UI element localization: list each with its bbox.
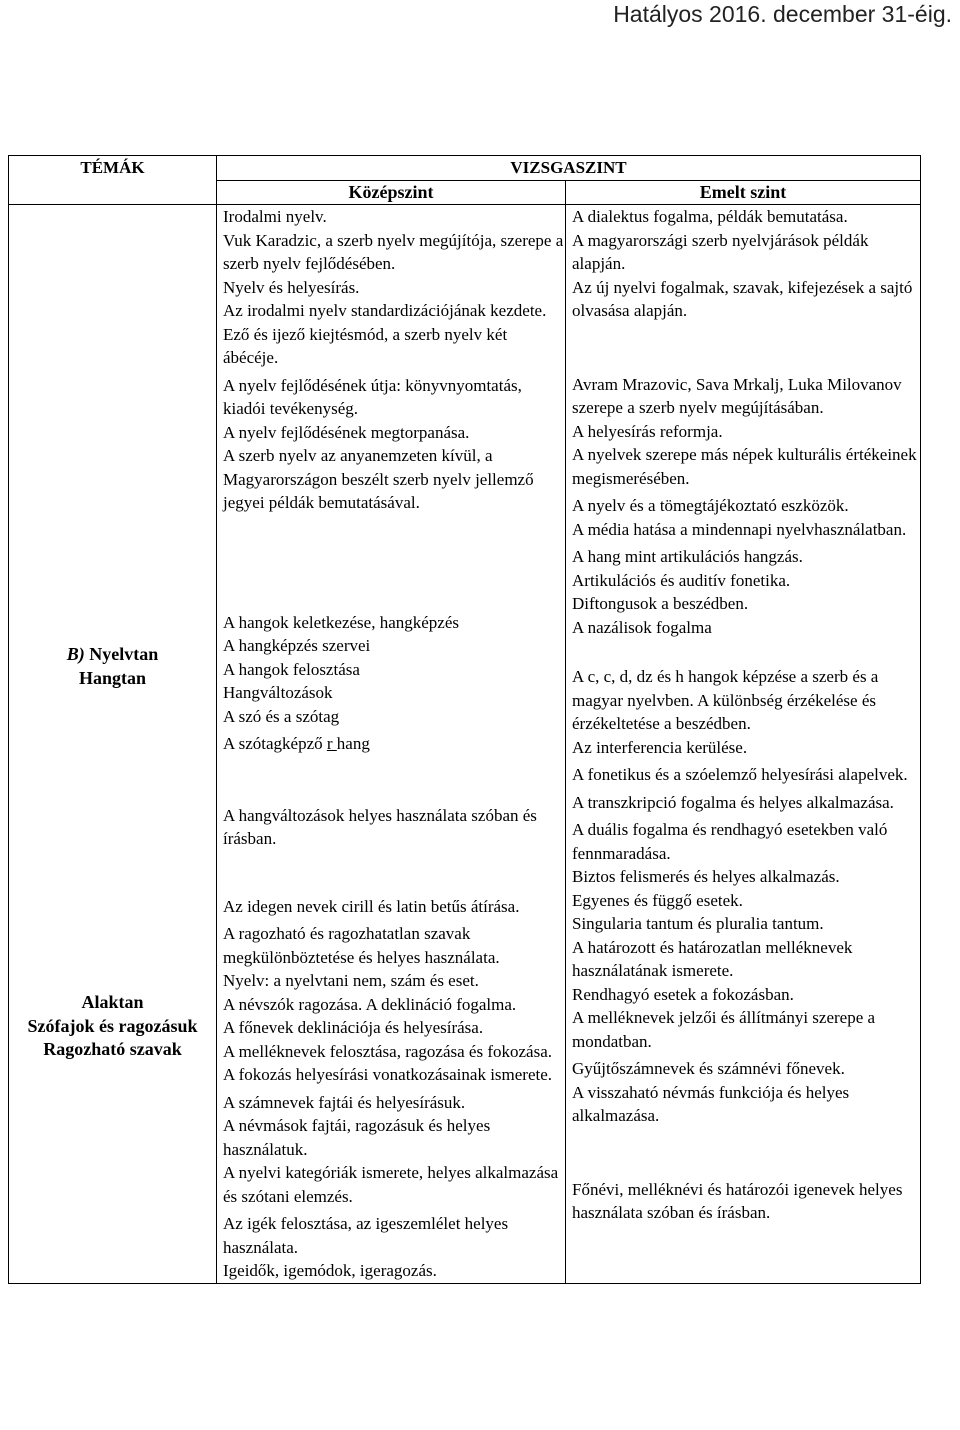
mid-item: A hangképzés szervei — [223, 636, 371, 655]
high-item: Singularia tantum és pluralia tantum. — [572, 914, 824, 933]
high-item: Rendhagyó esetek a fokozásban. — [572, 984, 794, 1004]
high-item: Főnévi, melléknévi és határozói igenevek helyes használata szóban és írásban. — [572, 1179, 903, 1222]
mid-item: A hangváltozások helyes használata szóban és írásban. — [223, 805, 537, 848]
high-item: A nazálisok fogalma — [572, 617, 712, 637]
high-item: Artikulációs és auditív fonetika. — [572, 570, 791, 590]
high-item: A fonetikus és a szóelemző helyesírási alapelvek. — [572, 765, 908, 784]
theme-szofajok: Szófajok és ragozásuk — [27, 1015, 198, 1036]
mid-item: A hangok felosztása — [223, 659, 360, 679]
mid-item: A főnevek deklinációja és helyesírása. — [223, 1018, 484, 1037]
curriculum-table — [8, 155, 921, 1284]
theme-nyelvtan-title: Nyelvtan — [89, 644, 159, 664]
mid-item: A nyelvi kategóriák ismerete, helyes alkalmazása és szótani elemzés. — [223, 1163, 559, 1206]
mid-item: A szerb nyelv az anyanemzeten kívül, a Magyarországon beszélt szerb nyelv jellemző jegyei példák bemutatásával. — [223, 446, 534, 512]
theme-alaktan-block — [9, 991, 216, 1062]
mid-item: Az irodalmi nyelv standardizációjának kezdete. — [223, 301, 547, 320]
page-header: Hatályos 2016. december 31-éig. — [613, 1, 952, 27]
header-exam-level: VIZSGASZINT — [217, 156, 921, 181]
themes-cell — [9, 205, 217, 1284]
mid-item: A nyelv fejlődésének megtorpanása. — [223, 422, 470, 442]
high-item: Avram Mrazovic, Sava Mrkalj, Luka Milovanov szerepe a szerb nyelv megújításában. — [572, 374, 902, 417]
high-item: A hang mint artikulációs hangzás. — [572, 547, 803, 566]
header-themes: TÉMÁK — [9, 156, 217, 205]
mid-item: A számnevek fajtái és helyesírásuk. — [223, 1092, 466, 1112]
mid-item: Irodalmi nyelv. — [223, 207, 327, 226]
high-item: A magyarországi szerb nyelvjárások példák alapján. — [572, 230, 869, 273]
mid-item: A szó és a szótag — [223, 706, 340, 726]
mid-item: Nyelv: a nyelvtani nem, szám és eset. — [223, 971, 479, 990]
mid-item: A ragozható és ragozhatatlan szavak megkülönböztetése és helyes használata. — [223, 924, 500, 967]
mid-item: A fokozás helyesírási vonatkozásainak ismerete. — [223, 1065, 553, 1084]
mid-item: Az idegen nevek cirill és latin betűs átírása. — [223, 896, 520, 916]
header-mid-level: Középszint — [217, 180, 566, 205]
high-item: Az új nyelvi fogalmak, szavak, kifejezések a sajtó olvasása alapján. — [572, 277, 913, 320]
high-item: A média hatása a mindennapi nyelvhasználatban. — [572, 519, 907, 539]
high-level-cell — [566, 205, 921, 1284]
mid-item: Az igék felosztása, az igeszemlélet helyes használata. — [223, 1214, 509, 1257]
high-item: A nyelv és a tömegtájékoztató eszközök. — [572, 496, 849, 515]
mid-item: A melléknevek felosztása, ragozása és fokozása. — [223, 1041, 552, 1061]
mid-item-underlined: r — [326, 734, 337, 753]
mid-item: A hangok keletkezése, hangképzés — [223, 612, 460, 632]
high-item: A visszaható névmás funkciója és helyes alkalmazása. — [572, 1082, 850, 1125]
theme-alaktan: Alaktan — [81, 992, 144, 1012]
theme-ragozhato: Ragozható szavak — [43, 1039, 182, 1059]
mid-item-text: A szótagképző — [223, 734, 327, 753]
high-item: Gyűjtőszámnevek és számnévi főnevek. — [572, 1059, 845, 1078]
theme-b-label: B) — [66, 644, 85, 664]
high-item: A transzkripció fogalma és helyes alkalmazása. — [572, 792, 894, 812]
mid-level-cell — [217, 205, 566, 1284]
high-item: Az interferencia kerülése. — [572, 737, 748, 757]
header-high-level: Emelt szint — [566, 180, 921, 205]
high-item: A nyelvek szerepe más népek kulturális értékeinek megismerésében. — [572, 445, 917, 488]
theme-hangtan: Hangtan — [78, 667, 147, 688]
mid-item: Hangváltozások — [223, 683, 333, 702]
high-item: A duális fogalma és rendhagyó esetekben való fennmaradása. — [572, 820, 888, 863]
mid-item — [217, 732, 565, 756]
high-item: Biztos felismerés és helyes alkalmazás. — [572, 867, 840, 886]
high-item: A helyesírás reformja. — [572, 421, 723, 441]
high-item: A c, c, d, dz és h hangok képzése a szerb és a magyar nyelvben. A különbség érzékelése és érzékeltetése a beszédben. — [572, 667, 879, 733]
mid-item: A nyelv fejlődésének útja: könyvnyomtatás, kiadói tevékenység. — [223, 375, 522, 418]
high-item: Egyenes és függő esetek. — [572, 890, 743, 910]
high-item: A melléknevek jelzői és állítmányi szerepe a mondatban. — [572, 1008, 876, 1051]
mid-item: A névszók ragozása. A deklináció fogalma. — [223, 994, 517, 1014]
high-item: A határozott és határozatlan melléknevek használatának ismerete. — [572, 937, 853, 980]
mid-item: Igeidők, igemódok, igeragozás. — [223, 1261, 437, 1280]
mid-item-text: hang — [336, 734, 370, 753]
mid-item: A névmások fajtái, ragozásuk és helyes használatuk. — [223, 1116, 491, 1159]
high-item: Diftongusok a beszédben. — [572, 594, 749, 613]
high-item: A dialektus fogalma, példák bemutatása. — [572, 207, 848, 226]
mid-item: Ező és ijező kiejtésmód, a szerb nyelv két ábécéje. — [223, 324, 508, 367]
mid-item: Nyelv és helyesírás. — [223, 277, 360, 297]
mid-item: Vuk Karadzic, a szerb nyelv megújítója, szerepe a szerb nyelv fejlődésében. — [223, 230, 564, 273]
theme-nyelvtan — [9, 643, 216, 690]
